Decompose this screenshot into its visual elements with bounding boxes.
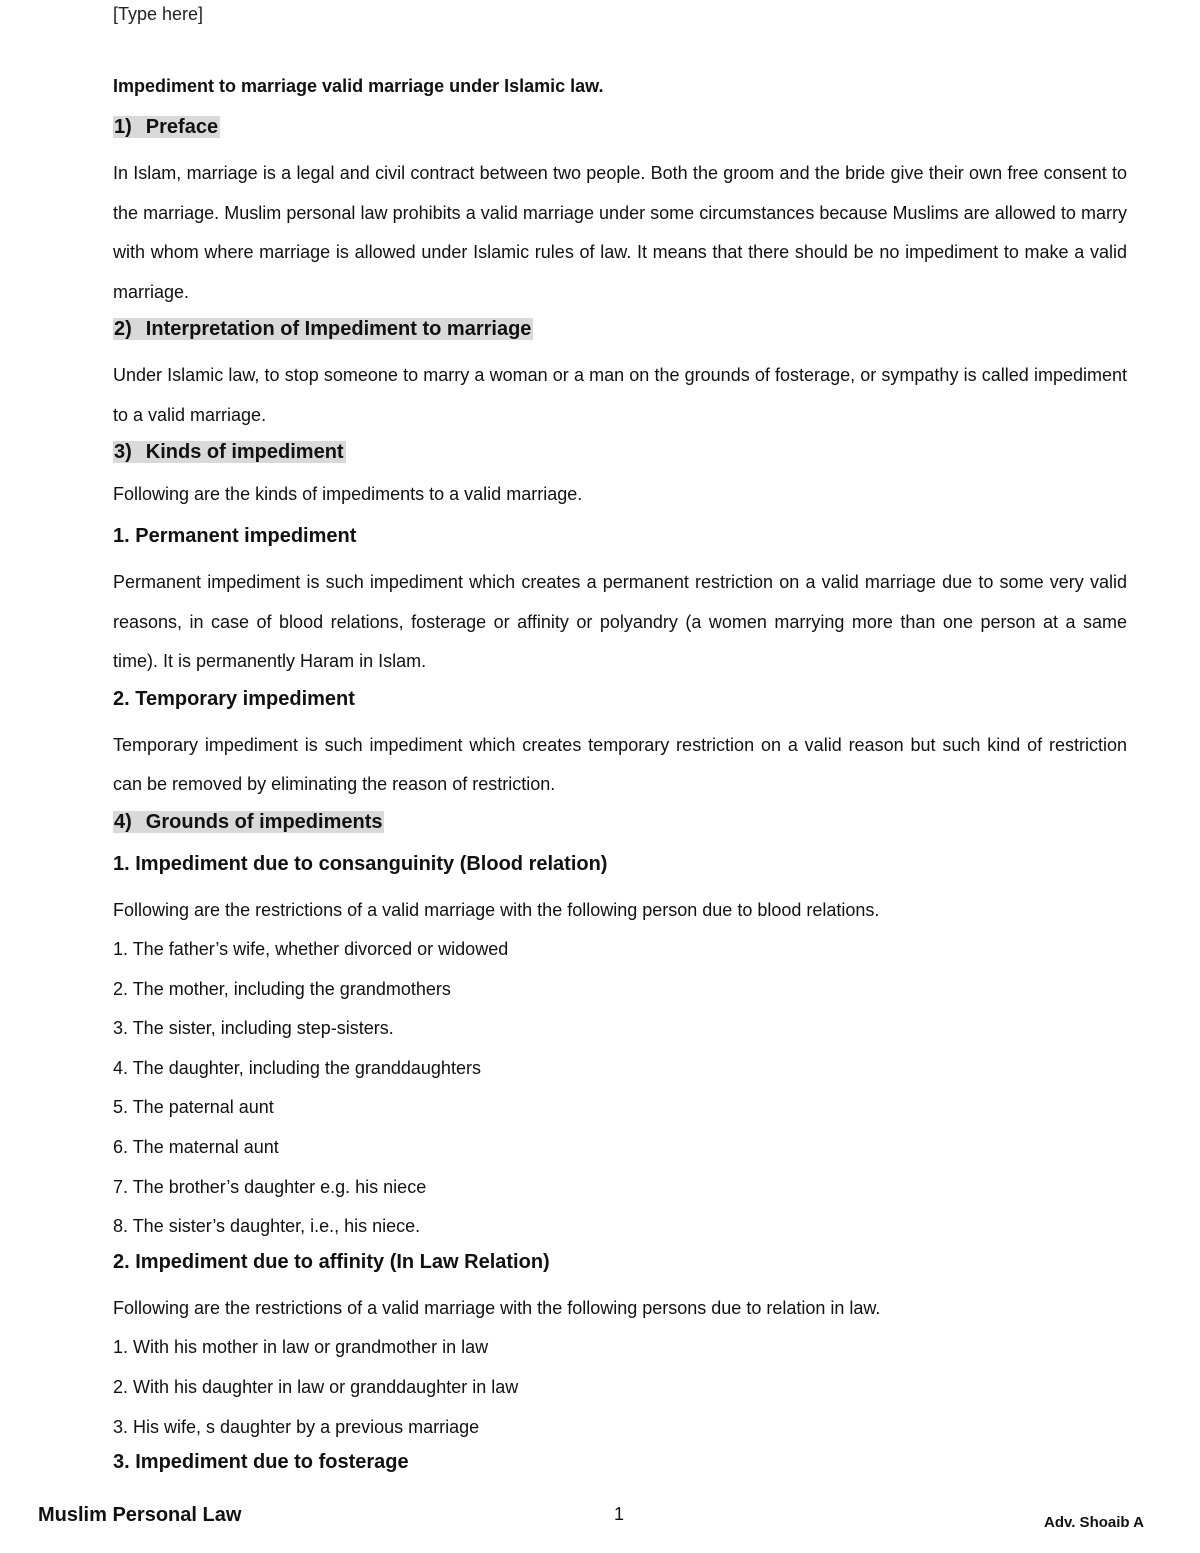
section-title: Preface <box>145 116 219 138</box>
list-item: 6. The maternal aunt <box>113 1137 279 1158</box>
temporary-impediment-paragraph: Temporary impediment is such impediment which creates temporary restriction on a valid reason but such kind of restriction can be removed by eliminating the reason of restriction. <box>113 734 1127 794</box>
section-heading-kinds <box>113 437 1127 467</box>
list-item: 2. The mother, including the grandmothers <box>113 978 451 999</box>
kinds-intro: Following are the kinds of impediments to a valid marriage. <box>113 484 583 504</box>
document-body <box>113 72 1127 1489</box>
list-item: 7. The brother’s daughter e.g. his niece <box>113 1176 427 1197</box>
fosterage-heading: 3. Impediment due to fosterage <box>113 1451 409 1474</box>
list-item: 4. The daughter, including the granddaughters <box>113 1057 481 1078</box>
section-title: Grounds of impediments <box>145 810 383 833</box>
section-number: 1) <box>114 116 132 138</box>
list-item: 3. His wife, s daughter by a previous marriage <box>113 1416 480 1437</box>
list-item: 3. The sister, including step-sisters. <box>113 1018 394 1039</box>
consanguinity-intro: Following are the restrictions of a valid marriage with the following person due to blood relations. <box>113 899 880 920</box>
section-title: Interpretation of Impediment to marriage <box>145 318 532 340</box>
list-item: 1. With his mother in law or grandmother in law <box>113 1337 489 1358</box>
interpretation-paragraph: Under Islamic law, to stop someone to marry a woman or a man on the grounds of fosterage, or sympathy is called impediment to a valid marriage. <box>113 365 1127 425</box>
list-item: 5. The paternal aunt <box>113 1097 274 1118</box>
temporary-impediment-heading: 2. Temporary impediment <box>113 687 355 710</box>
footer-title: Muslim Personal Law <box>38 1504 242 1526</box>
page-number: 1 <box>614 1504 625 1524</box>
affinity-intro: Following are the restrictions of a valid marriage with the following persons due to relation in law. <box>113 1297 881 1318</box>
section-heading-grounds <box>113 807 1127 837</box>
affinity-heading: 2. Impediment due to affinity (In Law Relation) <box>113 1250 550 1273</box>
section-title: Kinds of impediment <box>145 441 344 463</box>
document-title: Impediment to marriage valid marriage under Islamic law. <box>113 76 604 96</box>
section-heading-preface <box>113 112 1127 142</box>
section-number: 2) <box>114 318 132 340</box>
header-placeholder: [Type here] <box>113 4 204 24</box>
section-number: 4) <box>114 810 132 833</box>
list-item: 1. The father’s wife, whether divorced or widowed <box>113 939 509 960</box>
section-heading-interpretation <box>113 314 1127 344</box>
permanent-impediment-heading: 1. Permanent impediment <box>113 525 357 547</box>
permanent-impediment-paragraph: Permanent impediment is such impediment which creates a permanent restriction on a valid marriage due to some very valid reasons, in case of blood relations, fosterage or affinity or polyandry (a women marrying more than one person at a same time). It is permanently Haram in Islam. <box>113 572 1127 671</box>
consanguinity-heading: 1. Impediment due to consanguinity (Blood relation) <box>113 852 608 875</box>
section-number: 3) <box>114 441 132 463</box>
footer-author: Adv. Shoaib A <box>1044 1514 1145 1531</box>
preface-paragraph: In Islam, marriage is a legal and civil contract between two people. Both the groom and the bride give their own free consent to the marriage. Muslim personal law prohibits a valid marriage under some circumstances because Muslims are allowed to marry with whom where marriage is allowed under Islamic rules of law. It means that there should be no impediment to make a valid marriage. <box>113 163 1127 302</box>
list-item: 2. With his daughter in law or granddaughter in law <box>113 1377 519 1398</box>
list-item: 8. The sister’s daughter, i.e., his niece. <box>113 1216 421 1237</box>
